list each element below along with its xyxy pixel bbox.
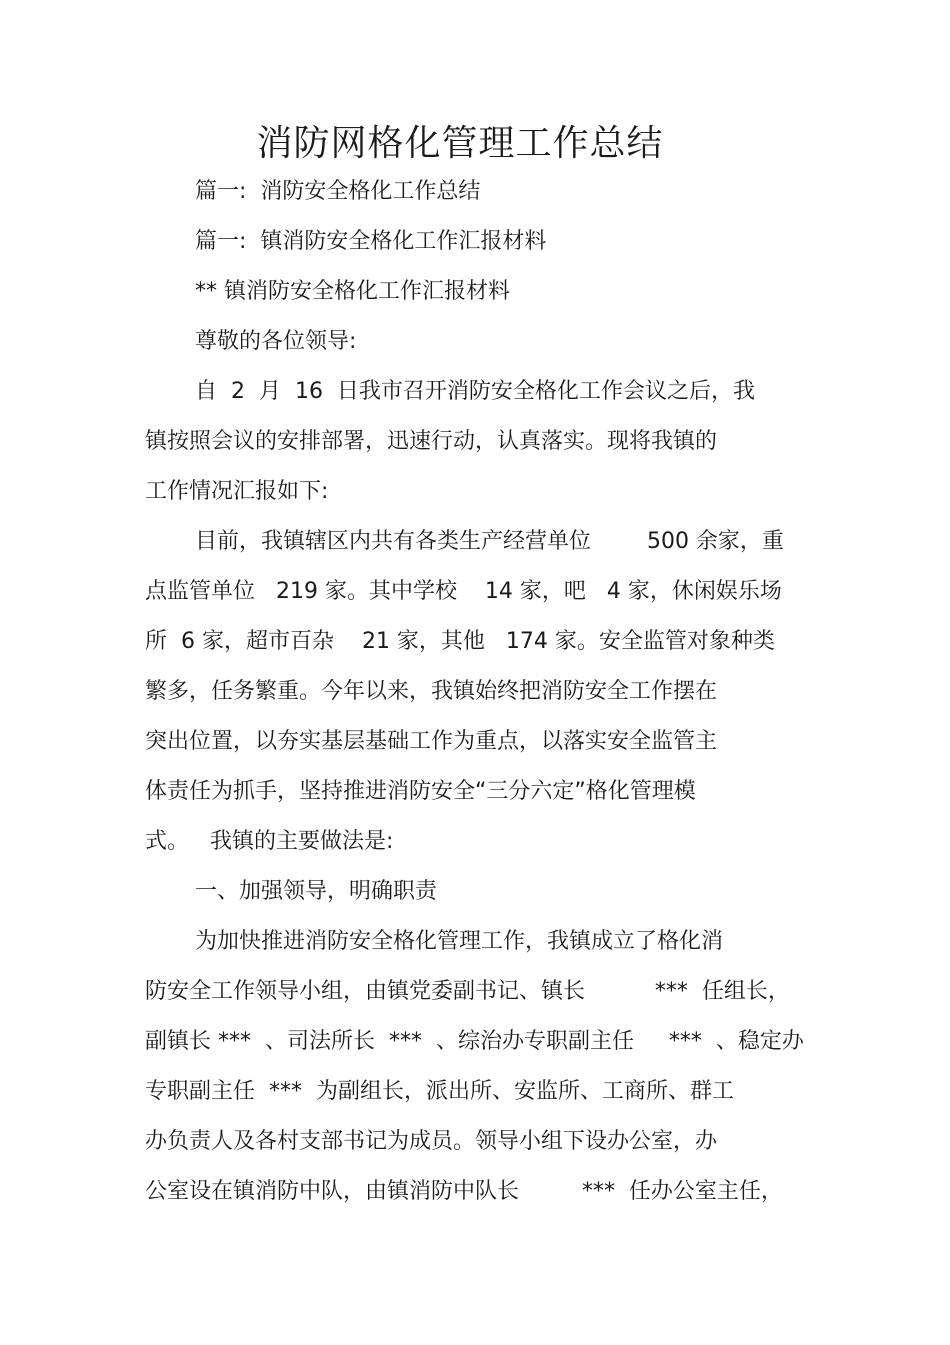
text-line: ** 镇消防安全格化工作汇报材料 [195, 279, 510, 304]
text-line: 为加快推进消防安全格化管理工作，我镇成立了格化消 [195, 929, 724, 954]
document-title: 消防网格化管理工作总结 [256, 123, 664, 164]
text-line: 篇一: 镇消防安全格化工作汇报材料 [195, 229, 547, 254]
text-line: 副镇长 *** 、司法所长 *** 、综治办专职副主任 *** 、稳定办 [145, 1029, 804, 1054]
text-line: 式。 我镇的主要做法是: [145, 829, 394, 854]
text-line: 公室设在镇消防中队，由镇消防中队长 *** 任办公室主任， [145, 1179, 783, 1204]
text-line: 办负责人及各村支部书记为成员。领导小组下设办公室，办 [145, 1129, 718, 1154]
text-line: 点监管单位 219 家。其中学校 14 家，吧 4 家，休闲娱乐场 [145, 579, 782, 604]
text-line: 目前，我镇辖区内共有各类生产经营单位 500 余家，重 [195, 529, 784, 554]
text-line: 繁多，任务繁重。今年以来，我镇始终把消防安全工作摆在 [145, 679, 718, 704]
text-line: 自 2 月 16 日我市召开消防安全格化工作会议之后，我 [195, 379, 755, 404]
text-line: 体责任为抓手，坚持推进消防安全“三分六定”格化管理模 [145, 779, 696, 804]
text-line: 篇一: 消防安全格化工作总结 [195, 179, 481, 204]
text-line: 防安全工作领导小组，由镇党委副书记、镇长 *** 任组长， [145, 979, 790, 1004]
text-line: 镇按照会议的安排部署，迅速行动，认真落实。现将我镇的 [145, 429, 718, 454]
section-heading: 一、加强领导，明确职责 [195, 879, 438, 904]
text-line: 突出位置，以夯实基层基础工作为重点，以落实安全监管主 [145, 729, 718, 754]
text-line: 尊敬的各位领导: [195, 329, 357, 354]
text-line: 工作情况汇报如下: [145, 479, 329, 504]
text-line: 专职副主任 *** 为副组长，派出所、安监所、工商所、群工 [145, 1079, 734, 1104]
text-line: 所 6 家，超市百杂 21 家，其他 174 家。安全监管对象种类 [145, 629, 775, 654]
